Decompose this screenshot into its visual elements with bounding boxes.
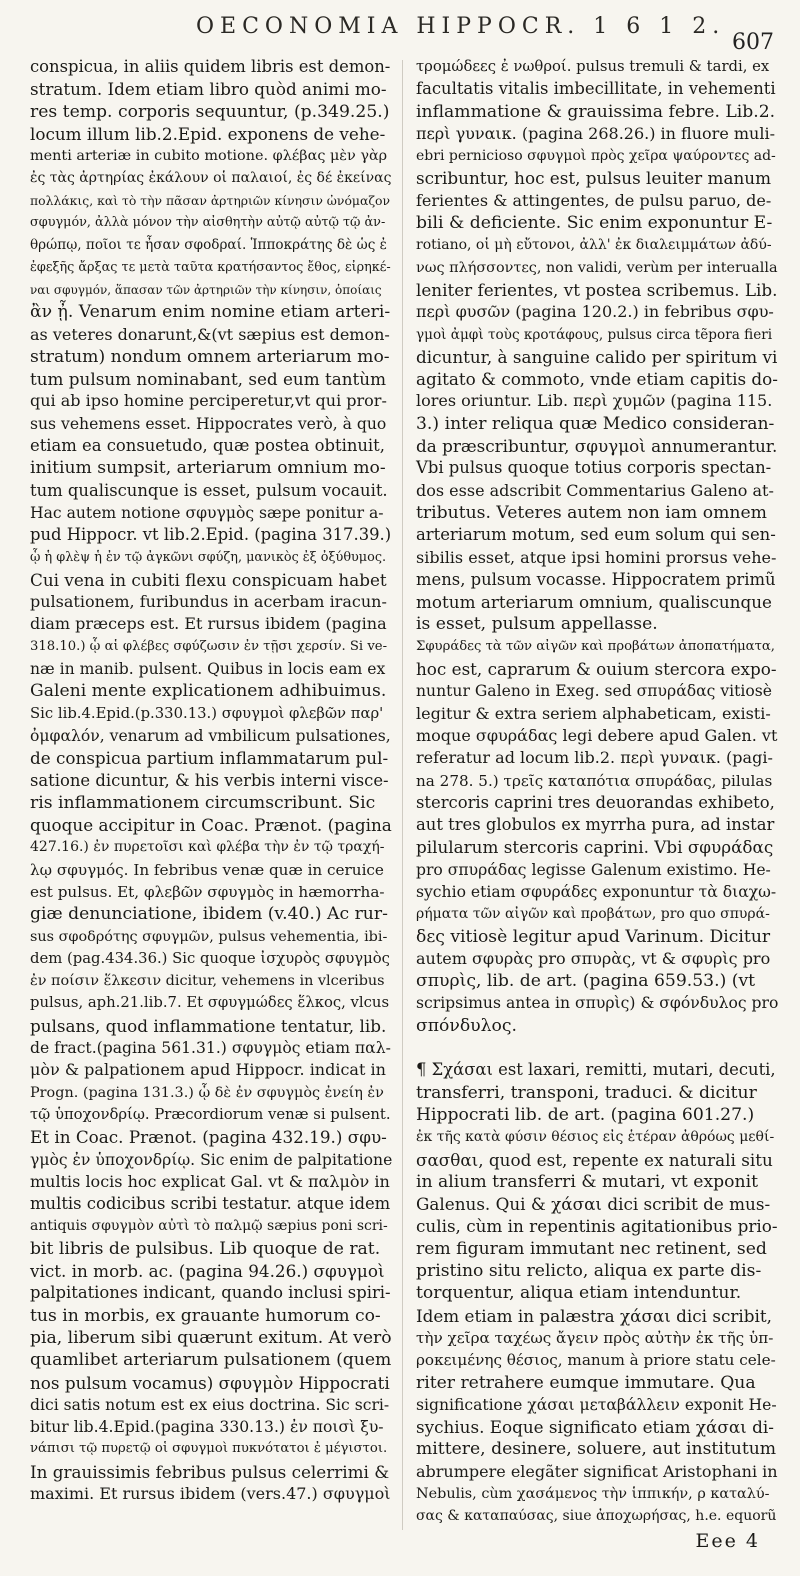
text-line: as veteres donarunt,&(vt sæpius est demon- (30, 324, 390, 344)
text-line: transferri, transponi, traduci. & dicitur (416, 1082, 757, 1103)
text-line: bili & deficiente. Sic enim exponuntur E- (416, 213, 773, 234)
text-line: bit libris de pulsibus. Lib quoque de rat. (30, 1238, 381, 1259)
text-line: autem σφυρὰς pro σπυρὰς, vt & σφυρὶς pro (416, 948, 771, 968)
text-line: tum qualiscunque is esset, pulsum vocauit. (30, 480, 388, 500)
column-gutter (402, 60, 403, 1530)
text-line: torquentur, aliqua etiam intenduntur. (416, 1283, 742, 1304)
text-line: dos esse adscribit Commentarius Galeno at- (416, 480, 774, 500)
text-line: abrumpere elegãter significat Aristophani in (416, 1461, 778, 1481)
text-line: Galeni mente explicationem adhibuimus. (30, 681, 387, 702)
text-line: conspicua, in aliis quidem libris est demon- (30, 57, 391, 76)
text-line: vict. in morb. ac. (pagina 94.26.) σφυγμοὶ (30, 1261, 385, 1282)
text-line: Et in Coac. Prænot. (pagina 432.19.) σφυ- (30, 1127, 387, 1148)
text-line: ebri pernicioso σφυγμοὶ πρὸς χεῖρα ψαύροντες ad- (416, 148, 776, 165)
text-line: stratum. Idem etiam libro quòd animi mo- (30, 79, 387, 100)
text-line: significatione χάσαι μεταβάλλειν exponit He- (416, 1395, 777, 1414)
text-line: μὸν & palpationem apud Hippocr. indicat in (30, 1060, 386, 1080)
page-number: 607 (732, 30, 774, 55)
text-line: σπυρὶς, lib. de art. (pagina 659.53.) (vt (416, 971, 756, 992)
text-line: leniter ferientes, vt postea scribemus. Lib. (416, 279, 778, 300)
text-line: da præscribuntur, σφυγμοὶ annumerantur. (416, 436, 778, 457)
text-line: menti arteriæ in cubito motione. φλέβας μὲν γὰρ (30, 148, 388, 165)
text-line: γμοὶ ἀμφὶ τοὺς κροτάφους, pulsus circa tẽpora fieri (416, 326, 773, 343)
text-line: ρήματα τῶν αἰγῶν καὶ προβάτων, pro quo σπυρά- (416, 906, 770, 923)
text-line: facultatis vitalis imbecillitate, in vehementi (416, 79, 776, 99)
text-line: culis, cùm in repentinis agitationibus prio- (416, 1216, 778, 1237)
text-line: ¶ Σχάσαι est laxari, remitti, mutari, decuti, (416, 1060, 776, 1080)
text-line: arteriarum motum, sed eum solum qui sen- (416, 525, 776, 545)
text-line: multis codicibus scribi testatur. atque idem (30, 1194, 391, 1214)
left-column (30, 56, 393, 1503)
text-line: est pulsus. Et, φλεβῶν σφυγμὸς in hæmorrha- (30, 882, 385, 901)
text-line: ἂν ᾖ. Venarum enim nomine etiam arteri- (30, 302, 391, 323)
text-line: mittere, desinere, soluere, aut institutum (416, 1439, 777, 1460)
text-line: γμὸς ἐν ὑποχονδρίῳ. Sic enim de palpitatione (30, 1150, 393, 1169)
text-line (416, 1037, 778, 1059)
text-line: na 278. 5.) τρεῖς καταπότια σπυράδας, pilulas (416, 771, 773, 790)
text-line: is esset, pulsum appellasse. (416, 614, 658, 635)
text-line: ἐκ τῆς κατὰ φύσιν θέσιος εἰς ἑτέραν ἀθρόως μεθί- (416, 1129, 775, 1146)
text-line: θρώπῳ, ποῖοι τε ἦσαν σφοδραί. Ἱπποκράτης δὲ ὡς ἐ (30, 237, 387, 254)
text-line: Sic lib.4.Epid.(p.330.13.) σφυγμοὶ φλεβῶν παρ' (30, 704, 384, 722)
text-line: ναι σφυγμόν, ἅπασαν τῶν ἀρτηριῶν τὴν κίνησιν, ὁποίαις (30, 282, 382, 297)
text-line: scribuntur, hoc est, pulsus leuiter manum (416, 168, 771, 189)
text-line: πολλάκις, καὶ τὸ τὴν πᾶσαν ἀρτηριῶν κίνησιν ὠνόμαζον (30, 192, 391, 208)
text-line: in alium transferri & mutari, vt exponit (416, 1171, 758, 1192)
text-line: nuntur Galeno in Exeg. sed σπυράδας vitiosè (416, 682, 773, 701)
text-line: pia, liberum sibi quærunt exitum. At verò (30, 1327, 392, 1348)
text-line: 427.16.) ἐν πυρετοῖσι καὶ φλέβα τὴν ἐν τῷ τραχή- (30, 839, 385, 856)
text-line: locum illum lib.2.Epid. exponens de vehe- (30, 123, 386, 144)
text-line: dici satis notum est ex eius doctrina. Sic scri- (30, 1395, 390, 1414)
signature-mark: Eee 4 (695, 1530, 760, 1552)
text-line: inflammatione & grauissima febre. Lib.2. (416, 101, 776, 122)
text-line: tributus. Veteres autem non iam omnem (416, 502, 767, 523)
text-line: satione dicuntur, & his verbis interni visce- (30, 770, 389, 790)
text-line: sychio etiam σφυράδες exponuntur τὰ διαχω- (416, 882, 777, 901)
text-line: motum arteriarum omnium, qualiscunque (416, 592, 772, 613)
text-line: σας & καταπαύσας, siue ἀποχωρήσας, h.e. equorũ (416, 1508, 777, 1525)
text-line: quamlibet arteriarum pulsationem (quem (30, 1350, 392, 1371)
text-line: ris inflammationem circumscribunt. Sic (30, 792, 376, 813)
text-line: riter retrahere eumque immutare. Qua (416, 1372, 756, 1393)
text-line: aut tres globulos ex myrrha pura, ad instar (416, 815, 775, 835)
text-line: initium sumpsit, arteriarum omnium mo- (30, 458, 386, 479)
text-line: res temp. corporis sequuntur, (p.349.25.) (30, 101, 390, 122)
text-line: pulsationem, furibundus in acerbam iracun- (30, 592, 387, 612)
text-line: pud Hippocr. vt lib.2.Epid. (pagina 317.39.) (30, 525, 392, 545)
text-line: rem figuram immutant nec retinent, sed (416, 1238, 767, 1259)
text-line: τῷ ὑποχονδρίῳ. Præcordiorum venæ si pulsent. (30, 1105, 391, 1123)
text-line: moque σφυράδας legi debere apud Galen. vt (416, 725, 778, 745)
text-line: dicuntur, à sanguine calido per spiritum vi (416, 346, 778, 367)
text-line: ἐφεξῆς ἄρξας τε μετὰ ταῦτα κρατήσαντος ἔθος, εἰρηκέ- (30, 259, 391, 275)
text-line: bitur lib.4.Epid.(pagina 330.13.) ἐν ποισὶ ξυ- (30, 1418, 384, 1437)
text-line: σπόνδυλος. (416, 1015, 517, 1036)
text-line: sus σφοδρότης σφυγμῶν, pulsus vehementia, ibi- (30, 928, 388, 945)
text-line: maximi. Et rursus ibidem (vers.47.) σφυγμοὶ (30, 1484, 391, 1503)
text-line: antiquis σφυγμὸν αὐτὶ τὸ παλμῷ sæpius poni scri- (30, 1218, 388, 1235)
text-line: Vbi pulsus quoque totius corporis spectan- (416, 458, 772, 478)
text-line: Galenus. Qui & χάσαι dici scribit de mus- (416, 1194, 771, 1215)
text-line: τὴν χεῖρα ταχέως ἄγειν πρὸς αὐτὴν ἐκ τῆς ὑπ- (416, 1328, 774, 1347)
text-line: ᾧ ἡ φλὲψ ἡ ἐν τῷ ἀγκῶνι σφύζη, μανικὸς ἐξ ὀξύθυμος. (30, 549, 387, 565)
text-line: palpitationes indicant, quando inclusi spiri- (30, 1283, 391, 1303)
text-line: ἐς τὰς ἀρτηρίας ἐκάλουν οἱ παλαιοί, ἐς δέ ἐκείνας (30, 170, 392, 187)
text-line: ἐν ποίσιν ἕλκεσιν dicitur, vehemens in vlceribus (30, 973, 385, 990)
text-line: nos pulsum vocamus) σφυγμὸν Hippocrati (30, 1372, 390, 1393)
text-line: legitur & extra seriem alphabeticam, existi- (416, 703, 771, 723)
text-line: tum pulsum nominabant, sed eum tantùm (30, 369, 386, 390)
text-line: Hac autem notione σφυγμὸς sæpe ponitur a- (30, 503, 384, 522)
text-line: Σφυράδες τὰ τῶν αἰγῶν καὶ προβάτων ἀποπατήματα, (416, 638, 775, 654)
text-line: mens, pulsum vocasse. Hippocratem primũ (416, 569, 776, 589)
text-line: pristino situ relicto, aliqua ex parte dis- (416, 1261, 762, 1282)
text-line: sus vehemens esset. Hippocrates verò, à quo (30, 414, 387, 433)
text-line: Progn. (pagina 131.3.) ᾧ δὲ ἐν σφυγμὸς ἐνείη ἐν (30, 1084, 384, 1101)
text-line: ὀμφαλόν, venarum ad vmbilicum pulsationes, (30, 726, 391, 745)
text-line: næ in manib. pulsent. Quibus in locis eam ex (30, 660, 386, 679)
text-line: scripsimus antea in σπυρὶς) & σφόνδυλος pro (416, 994, 779, 1013)
text-line: λῳ σφυγμός. In febribus venæ quæ in ceruice (30, 860, 384, 879)
text-line: ferientes & attingentes, de pulsu paruo, de- (416, 190, 772, 210)
text-line: 3.) inter reliqua quæ Medico consideran- (416, 413, 775, 434)
text-line: Cui vena in cubiti flexu conspicuam habet (30, 569, 387, 590)
text-line: stratum) nondum omnem arteriarum mo- (30, 346, 390, 367)
text-line: νως πλήσσοντες, non validi, verùm per interualla (416, 259, 778, 276)
text-line: de fract.(pagina 561.31.) σφυγμὸς etiam παλ- (30, 1039, 391, 1058)
text-line: Idem etiam in palæstra χάσαι dici scribit, (416, 1305, 772, 1326)
text-line: qui ab ipso homine perciperetur,vt qui pror- (30, 391, 387, 411)
text-line: pilularum stercoris caprini. Vbi σφυράδας (416, 837, 774, 858)
text-line: de conspicua partium inflammatarum pul- (30, 748, 389, 769)
text-line: quoque accipitur in Coac. Prænot. (pagina (30, 815, 392, 836)
text-line: Nebulis, cùm χασάμενος τὴν ἱππικήν, ρ καταλύ- (416, 1486, 770, 1502)
text-line: giæ denunciatione, ibidem (v.40.) Ac rur- (30, 904, 388, 925)
text-line: δες vitiosè legitur apud Varinum. Dicitur (416, 926, 771, 947)
right-column (416, 56, 779, 1525)
text-line: sychius. Eoque significato etiam χάσαι di- (416, 1417, 774, 1438)
text-line: τρομώδεες ἐ νωθροί. pulsus tremuli & tardi, ex (416, 58, 770, 75)
text-line: In grauissimis febribus pulsus celerrimi & (30, 1461, 390, 1482)
text-line: multis locis hoc explicat Gal. vt & παλμὸν in (30, 1171, 390, 1191)
text-line: περὶ γυναικ. (pagina 268.26.) in fluore muli- (416, 123, 775, 143)
text-line: dem (pag.434.36.) Sic quoque ἰσχυρὸς σφυγμὸς (30, 949, 390, 967)
text-line: pulsus, aph.21.lib.7. Et σφυγμώδες ἕλκος, vlcus (30, 994, 390, 1012)
text-line: ροκειμένης θέσιος, manum à priore statu cele- (416, 1351, 776, 1370)
text-line: lores oriuntur. Lib. περὶ χυμῶν (pagina 115. (416, 391, 773, 411)
text-line: σασθαι, quod est, repente ex naturali situ (416, 1149, 773, 1170)
text-line: Hippocrati lib. de art. (pagina 601.27.) (416, 1104, 755, 1125)
text-line: νάπισι τῷ πυρετῷ οἱ σφυγμοὶ πυκνότατοι ἐ μέγιστοι. (30, 1441, 388, 1457)
text-line: stercoris caprini tres deuorandas exhibeto, (416, 792, 775, 812)
text-line: etiam ea consuetudo, quæ postea obtinuit, (30, 436, 385, 456)
text-line: pro σπυράδας legisse Galenum existimo. He- (416, 860, 771, 879)
text-line: pulsans, quod inflammatione tentatur, lib. (30, 1015, 387, 1036)
text-line: sibilis esset, atque ipsi homini prorsus vehe- (416, 547, 777, 567)
text-line: rotiano, οἱ μὴ εὔτονοι, ἀλλ' ἐκ διαλειμμάτων ἀδύ- (416, 237, 772, 254)
text-line: περὶ φυσῶν (pagina 120.2.) in febribus σφυ- (416, 302, 774, 322)
text-line: agitato & commoto, vnde etiam capitis do- (416, 369, 778, 390)
running-head: OECONOMIA HIPPOCR. 1 6 1 2. (196, 14, 726, 39)
text-line: 318.10.) ᾧ αἱ φλέβες σφύζωσιν ἐν τῇσι χερσίν. Si ve- (30, 638, 388, 654)
text-line: referatur ad locum lib.2. περὶ γυναικ. (pagi- (416, 748, 773, 768)
text-line: diam præceps est. Et rursus ibidem (pagina (30, 614, 387, 634)
text-line: hoc est, caprarum & ouium stercora expo- (416, 659, 777, 680)
text-line: tus in morbis, ex grauante humorum co- (30, 1305, 381, 1326)
text-line: σφυγμόν, ἀλλὰ μόνον τὴν αἰσθητὴν αὐτῷ αὐτῷ τῷ ἀν- (30, 215, 386, 231)
